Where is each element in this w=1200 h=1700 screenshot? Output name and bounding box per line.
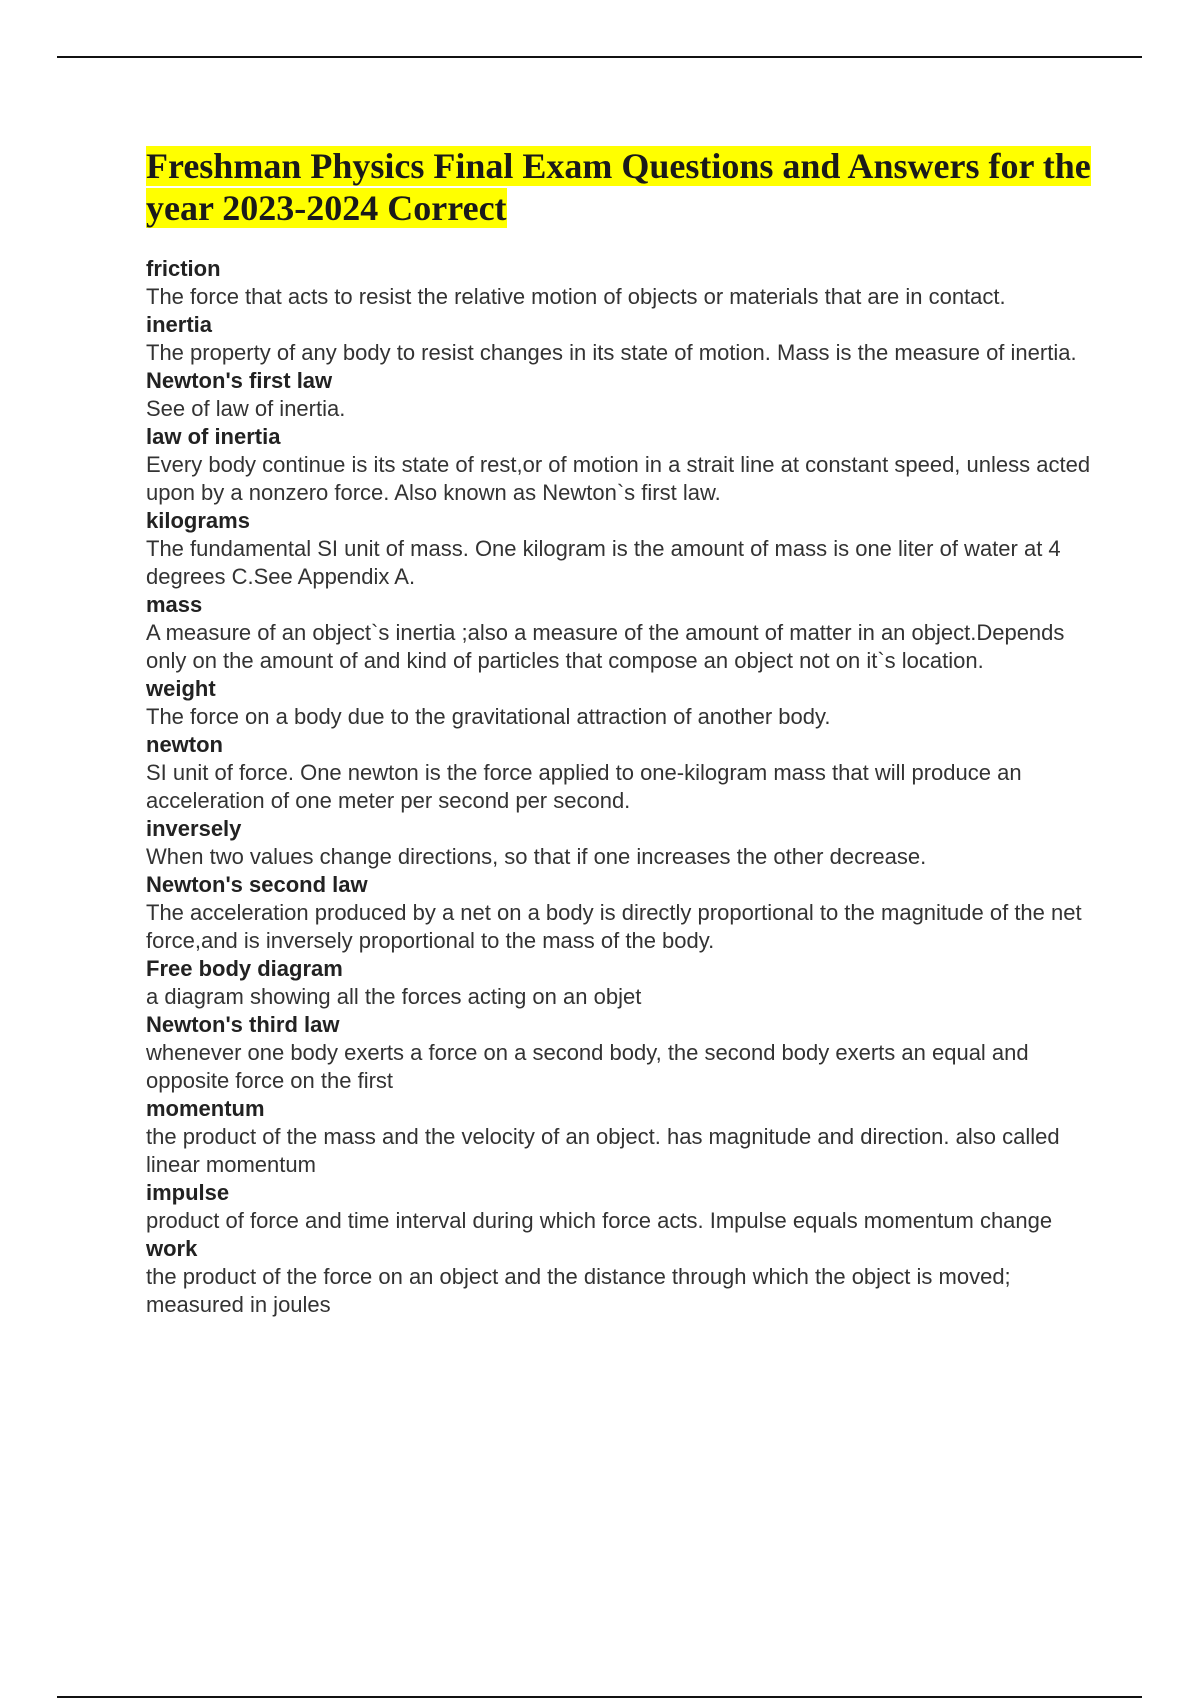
glossary-definition: The force that acts to resist the relative motion of objects or materials that are in contact.	[146, 284, 1006, 309]
glossary-entry	[146, 255, 1091, 311]
glossary-entry	[146, 815, 1091, 871]
glossary-entry	[146, 423, 1091, 507]
glossary-definition: See of law of inertia.	[146, 396, 346, 421]
top-rule	[57, 56, 1142, 58]
glossary-term: inversely	[146, 816, 242, 841]
glossary-entry	[146, 311, 1091, 367]
glossary-entry	[146, 675, 1091, 731]
glossary-term: Free body diagram	[146, 956, 343, 981]
glossary-definition: product of force and time interval during which force acts. Impulse equals momentum change	[146, 1208, 1053, 1233]
glossary-definition: whenever one body exerts a force on a second body, the second body exerts an equal and opposite force on the first	[146, 1040, 1029, 1093]
glossary-definition: the product of the force on an object and the distance through which the object is moved; measured in joules	[146, 1264, 1011, 1317]
glossary-term: momentum	[146, 1096, 265, 1121]
glossary-term: Newton's first law	[146, 368, 333, 393]
glossary-entry	[146, 1095, 1091, 1179]
glossary-term: law of inertia	[146, 424, 281, 449]
glossary-term: work	[146, 1236, 198, 1261]
glossary-term: mass	[146, 592, 203, 617]
glossary-entry	[146, 1011, 1091, 1095]
glossary-entry	[146, 731, 1091, 815]
glossary-definition: SI unit of force. One newton is the force applied to one-kilogram mass that will produce an acceleration of one meter per second per second.	[146, 760, 1022, 813]
glossary-definition: The fundamental SI unit of mass. One kilogram is the amount of mass is one liter of water at 4 degrees C.See Appendix A.	[146, 536, 1061, 589]
page-title	[146, 145, 1091, 229]
glossary-term: weight	[146, 676, 216, 701]
title-highlight: Freshman Physics Final Exam Questions and Answers for the year 2023-2024 Correct	[146, 146, 1091, 228]
glossary-term: impulse	[146, 1180, 230, 1205]
glossary-term: newton	[146, 732, 223, 757]
glossary-definition: a diagram showing all the forces acting on an objet	[146, 984, 642, 1009]
glossary-definition: The property of any body to resist changes in its state of motion. Mass is the measure of inertia.	[146, 340, 1077, 365]
glossary-entry	[146, 1179, 1091, 1235]
glossary-definition: A measure of an object`s inertia ;also a measure of the amount of matter in an object.Depends only on the amount of and kind of particles that compose an object not on it`s location.	[146, 620, 1065, 673]
glossary-term: inertia	[146, 312, 213, 337]
glossary-entry	[146, 507, 1091, 591]
glossary-term: kilograms	[146, 508, 250, 533]
glossary-term: friction	[146, 256, 221, 281]
glossary-entry	[146, 367, 1091, 423]
glossary-entry	[146, 955, 1091, 1011]
glossary-entry	[146, 871, 1091, 955]
glossary-definition: When two values change directions, so that if one increases the other decrease.	[146, 844, 927, 869]
glossary-entry	[146, 591, 1091, 675]
bottom-rule	[57, 1696, 1142, 1698]
glossary-term: Newton's third law	[146, 1012, 340, 1037]
glossary-definition: the product of the mass and the velocity of an object. has magnitude and direction. also called linear momentum	[146, 1124, 1060, 1177]
glossary-term: Newton's second law	[146, 872, 368, 897]
glossary-definition: The acceleration produced by a net on a body is directly proportional to the magnitude of the net force,and is inversely proportional to the mass of the body.	[146, 900, 1082, 953]
glossary-definition: The force on a body due to the gravitational attraction of another body.	[146, 704, 831, 729]
glossary-entry	[146, 1235, 1091, 1319]
document-body	[146, 145, 1091, 1319]
glossary-definition: Every body continue is its state of rest,or of motion in a strait line at constant speed, unless acted upon by a nonzero force. Also known as Newton`s first law.	[146, 452, 1091, 505]
